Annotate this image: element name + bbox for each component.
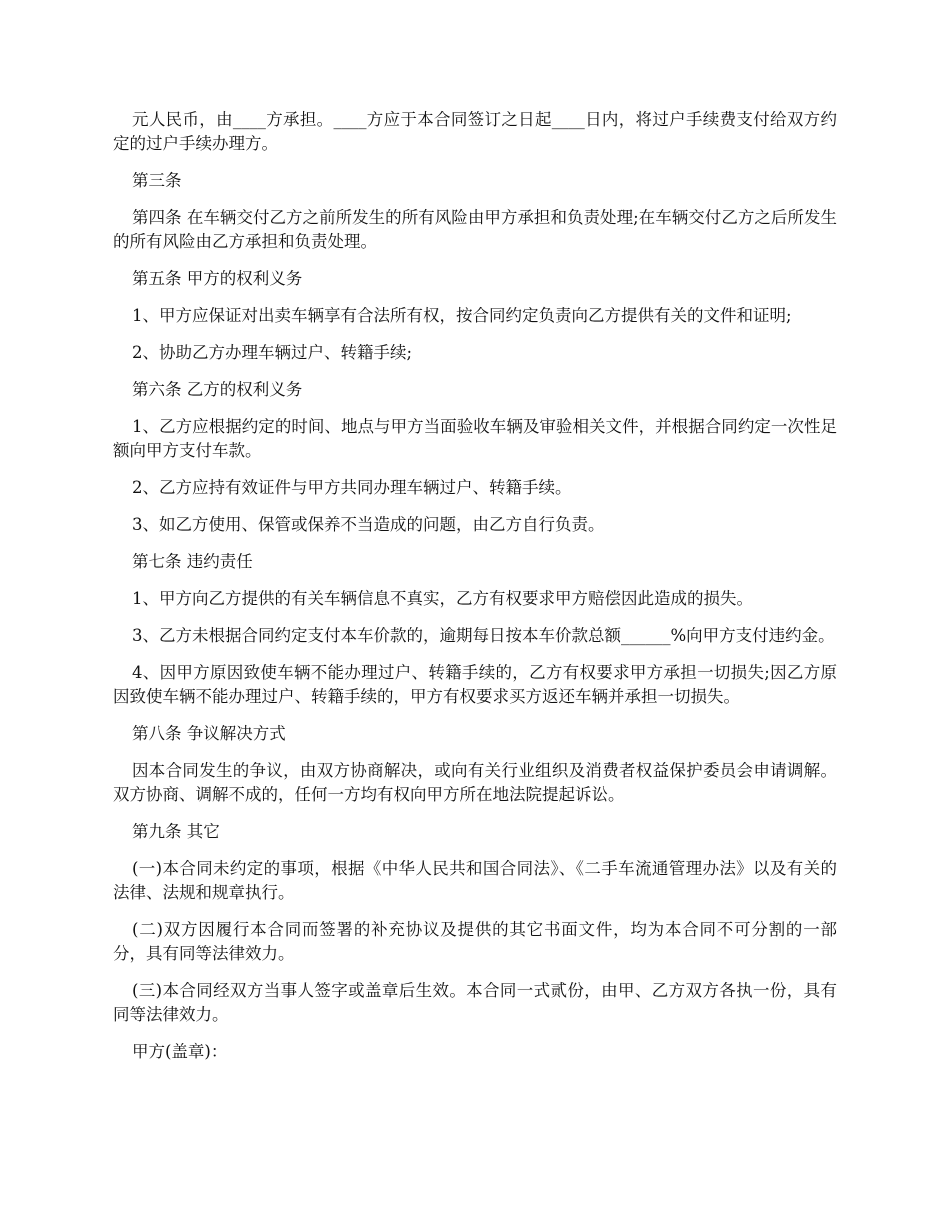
article-3-heading: 第三条 (132, 171, 182, 190)
article-7-heading: 第七条 违约责任 (132, 552, 253, 571)
article-9-heading: 第九条 其它 (132, 822, 220, 841)
party-a-seal-label: 甲方(盖章)： (132, 1042, 228, 1061)
article-5-heading: 第五条 甲方的权利义务 (132, 269, 303, 288)
article-8-heading: 第八条 争议解决方式 (132, 724, 286, 743)
article-7-item-1: 1、甲方向乙方提供的有关车辆信息不真实，乙方有权要求甲方赔偿因此造成的损失。 (132, 589, 753, 608)
article-5-item-2: 2、协助乙方办理车辆过户、转籍手续; (132, 343, 413, 362)
article-6-item-1: 1、乙方应根据约定的时间、地点与甲方当面验收车辆及审验相关文件，并根据合同约定一次性足额向甲方支付车款。 (113, 417, 837, 460)
article-9-clause-2: (二)双方因履行本合同而签署的补充协议及提供的其它书面文件，均为本合同不可分割的一部分，具有同等法律效力。 (113, 920, 837, 963)
article-9-clause-1: (一)本合同未约定的事项，根据《中华人民共和国合同法》、《二手车流通管理办法》以及有关的法律、法规和规章执行。 (113, 859, 837, 902)
article-6-item-2: 2、乙方应持有效证件与甲方共同办理车辆过户、转籍手续。 (132, 478, 572, 497)
article-7-item-4: 4、因甲方原因致使车辆不能办理过户、转籍手续的，乙方有权要求甲方承担一切损失;因乙方原因致使车辆不能办理过户、转籍手续的，甲方有权要求买方返还车辆并承担一切损失。 (113, 663, 837, 706)
article-9-clause-3: (三)本合同经双方当事人签字或盖章后生效。本合同一式贰份，由甲、乙方双方各执一份，具有同等法律效力。 (113, 981, 837, 1024)
article-8-body: 因本合同发生的争议，由双方协商解决，或向有关行业组织及消费者权益保护委员会申请调解。双方协商、调解不成的，任何一方均有权向甲方所在地法院提起诉讼。 (113, 761, 837, 804)
article-7-item-3: 3、乙方未根据合同约定支付本车价款的，逾期每日按本车价款总额______%向甲方支付违约金。 (132, 626, 835, 645)
article-5-item-1: 1、甲方应保证对出卖车辆享有合法所有权，按合同约定负责向乙方提供有关的文件和证明; (132, 306, 792, 325)
article-4-risk: 第四条 在车辆交付乙方之前所发生的所有风险由甲方承担和负责处理;在车辆交付乙方之后所发生的所有风险由乙方承担和负责处理。 (113, 208, 837, 251)
paragraph-fee-continuation: 元人民币，由____方承担。____方应于本合同签订之日起____日内，将过户手续费支付给双方约定的过户手续办理方。 (113, 110, 837, 153)
article-6-item-3: 3、如乙方使用、保管或保养不当造成的问题，由乙方自行负责。 (132, 515, 605, 534)
article-6-heading: 第六条 乙方的权利义务 (132, 380, 303, 399)
